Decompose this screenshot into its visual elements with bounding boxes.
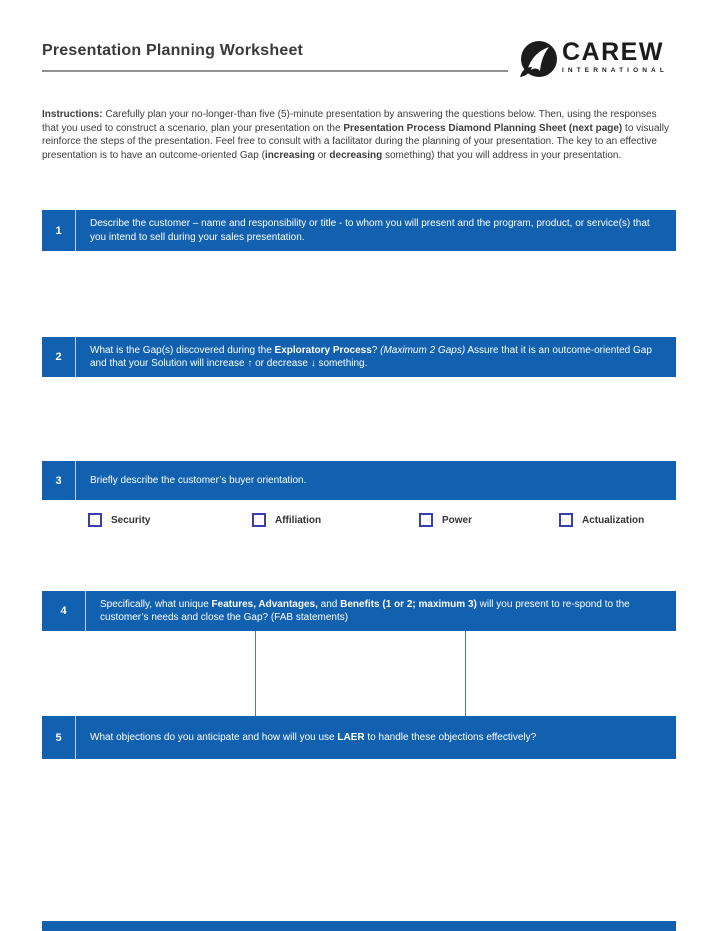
- checkbox-security[interactable]: [88, 513, 150, 527]
- section-5-answer-area[interactable]: [42, 759, 676, 919]
- checkbox-actualization-box[interactable]: [559, 513, 573, 527]
- section-4-answer-advantage-column[interactable]: [256, 631, 464, 716]
- section-3-question: Briefly describe the customer’s buyer orientation.: [90, 474, 307, 486]
- checkbox-actualization-label: Actualization: [582, 514, 645, 526]
- carew-logo: [518, 40, 668, 80]
- section-4-question: Specifically, what unique Features, Advantages, and Benefits (1 or 2; maximum 3) will you present to re-spond to the customer’s needs and close the Gap? (FAB statements): [100, 598, 630, 623]
- section-5-question: What objections do you anticipate and how will you use LAER to handle these objections effectively?: [90, 731, 537, 743]
- section-1-question: Describe the customer – name and responsibility or title - to whom you will present and the program, product, or service(s) that you intend to sell during your sales presentation.: [90, 218, 650, 243]
- logo-text: [562, 40, 668, 74]
- section-4-answer-benefit-column[interactable]: [466, 631, 676, 716]
- checkbox-actualization[interactable]: [559, 513, 644, 527]
- logo-subtitle: INTERNATIONAL: [562, 67, 668, 74]
- next-section-bar-cutoff: [42, 921, 676, 931]
- section-1-bar: [42, 210, 676, 251]
- checkbox-security-label: Security: [111, 514, 151, 526]
- section-2-question: What is the Gap(s) discovered during the Exploratory Process? (Maximum 2 Gaps) Assure that it is an outcome-oriented Gap and that your Solution will increase ↑ or decrease ↓ something.: [90, 344, 652, 369]
- checkbox-affiliation-label: Affiliation: [275, 514, 322, 526]
- checkbox-security-box[interactable]: [88, 513, 102, 527]
- section-3-bar: [42, 461, 676, 500]
- title-underline: [42, 70, 508, 72]
- section-2-answer-area[interactable]: [42, 377, 676, 460]
- section-4-number: 4: [42, 591, 86, 631]
- section-1-number: 1: [42, 210, 76, 251]
- section-4-answer-feature-column[interactable]: [42, 631, 254, 716]
- carew-flower-icon: [518, 40, 558, 80]
- checkbox-affiliation[interactable]: [252, 513, 321, 527]
- instructions-paragraph: Instructions: Carefully plan your no-longer-than five (5)-minute presentation by answering the questions below. Then, using the responses that you used to construct a scenario, plan your presentation on the Presentation Process Diamond Planning Sheet (next page) to visually reinforce the steps of the presentation. Feel free to consult with a facilitator during the planning of your presentation. The key to an effective presentation is to have an outcome-oriented Gap (increasing or decreasing something) that you will address in your presentation.: [42, 109, 669, 161]
- section-3-number: 3: [42, 461, 76, 500]
- section-2-number: 2: [42, 337, 76, 377]
- checkbox-affiliation-box[interactable]: [252, 513, 266, 527]
- logo-brand: CAREW: [562, 38, 664, 66]
- checkbox-power-box[interactable]: [419, 513, 433, 527]
- section-1-answer-area[interactable]: [42, 251, 676, 336]
- checkbox-power-label: Power: [442, 514, 473, 526]
- section-5-bar: [42, 716, 676, 759]
- checkbox-power[interactable]: [419, 513, 472, 527]
- section-4-bar: [42, 591, 676, 631]
- page-title: Presentation Planning Worksheet: [42, 42, 304, 59]
- section-2-bar: [42, 337, 676, 377]
- section-5-number: 5: [42, 716, 76, 759]
